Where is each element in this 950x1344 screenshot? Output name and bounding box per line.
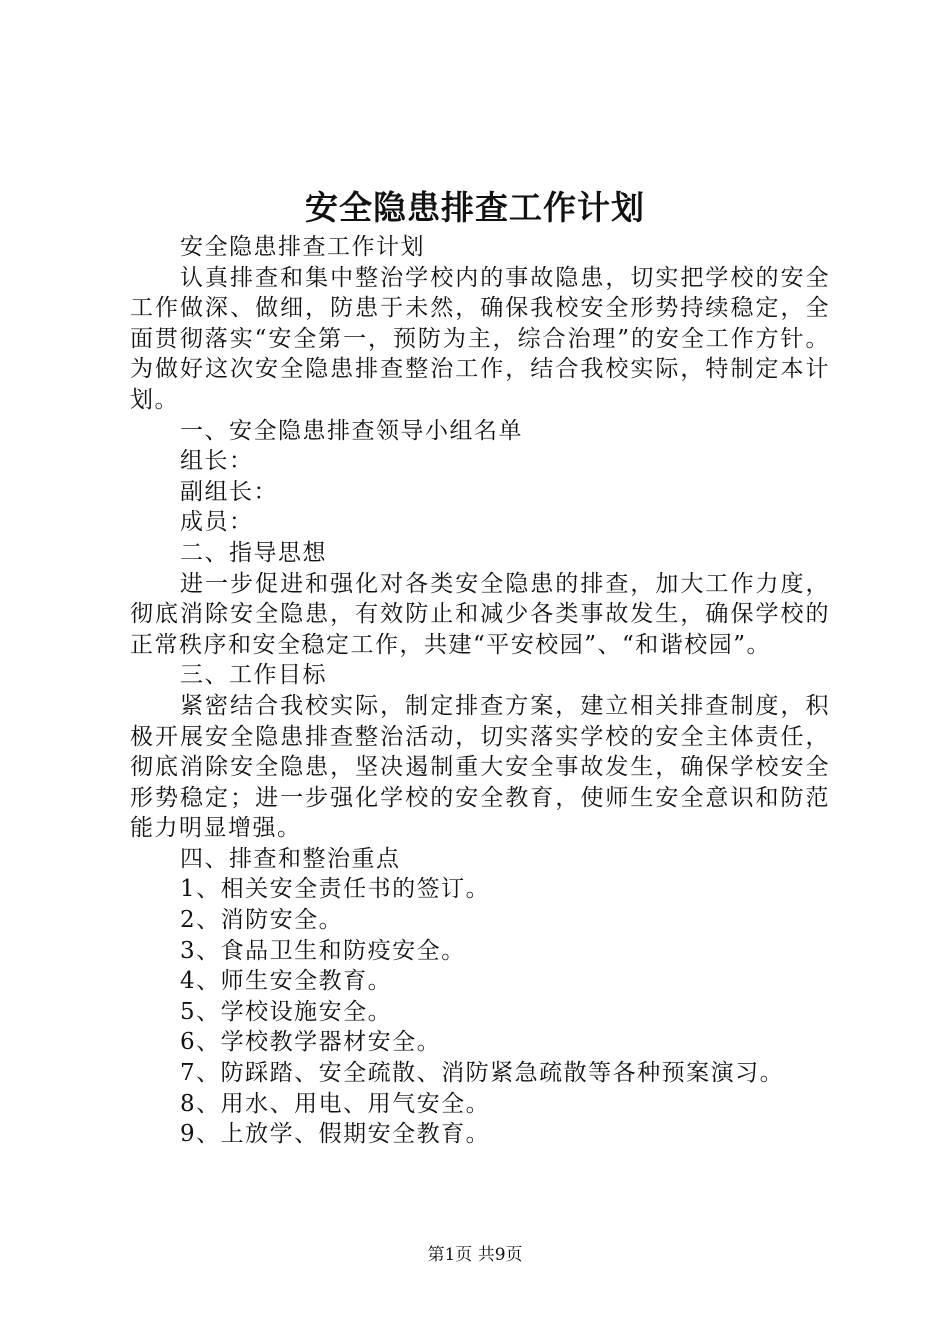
list-item: 6、学校教学器材安全。 — [180, 1029, 442, 1056]
page-footer: 第1页 共9页 — [427, 1245, 523, 1265]
section-heading-goals: 三、工作目标 — [180, 662, 327, 689]
document-title: 安全隐患排查工作计划 — [305, 188, 645, 227]
list-item: 5、学校设施安全。 — [180, 998, 393, 1025]
document-body — [130, 232, 830, 1150]
members-line: 成员： — [180, 509, 254, 536]
section-heading-guiding: 二、指导思想 — [180, 539, 327, 566]
leader-line: 组长： — [180, 448, 254, 475]
list-item: 7、防踩踏、安全疏散、消防紧急疏散等各种预案演习。 — [180, 1060, 785, 1087]
list-item: 9、上放学、假期安全教育。 — [180, 1121, 491, 1148]
guiding-paragraph: 进一步促进和强化对各类安全隐患的排查，加大工作力度，彻底消除安全隐患，有效防止和减少各类事故发生，确保学校的正常秩序和安全稳定工作，共建“平安校园”、“和谐校园”。 — [130, 570, 830, 658]
section-heading-leadership: 一、安全隐患排查领导小组名单 — [180, 417, 523, 444]
list-item: 2、消防安全。 — [180, 907, 344, 934]
list-item: 4、师生安全教育。 — [180, 968, 393, 995]
list-item: 3、食品卫生和防疫安全。 — [180, 937, 466, 964]
section-heading-focus: 四、排查和整治重点 — [180, 845, 401, 872]
intro-paragraph: 认真排查和集中整治学校内的事故隐患，切实把学校的安全工作做深、做细，防患于未然，确保我校安全形势持续稳定，全面贯彻落实“安全第一，预防为主，综合治理”的安全工作方针。为做好这次安全隐患排查整治工作，结合我校实际，特制定本计划。 — [130, 264, 830, 413]
list-item: 8、用水、用电、用气安全。 — [180, 1090, 491, 1117]
list-item: 1、相关安全责任书的签订。 — [180, 876, 491, 903]
goals-paragraph: 紧密结合我校实际，制定排查方案，建立相关排查制度，积极开展安全隐患排查整治活动，切实落实学校的安全主体责任，彻底消除安全隐患，坚决遏制重大安全事故发生，确保学校安全形势稳定；进一步强化学校的安全教育，使师生安全意识和防范能力明显增强。 — [130, 692, 830, 842]
deputy-leader-line: 副组长： — [180, 478, 278, 505]
subtitle-paragraph: 安全隐患排查工作计划 — [180, 234, 425, 260]
